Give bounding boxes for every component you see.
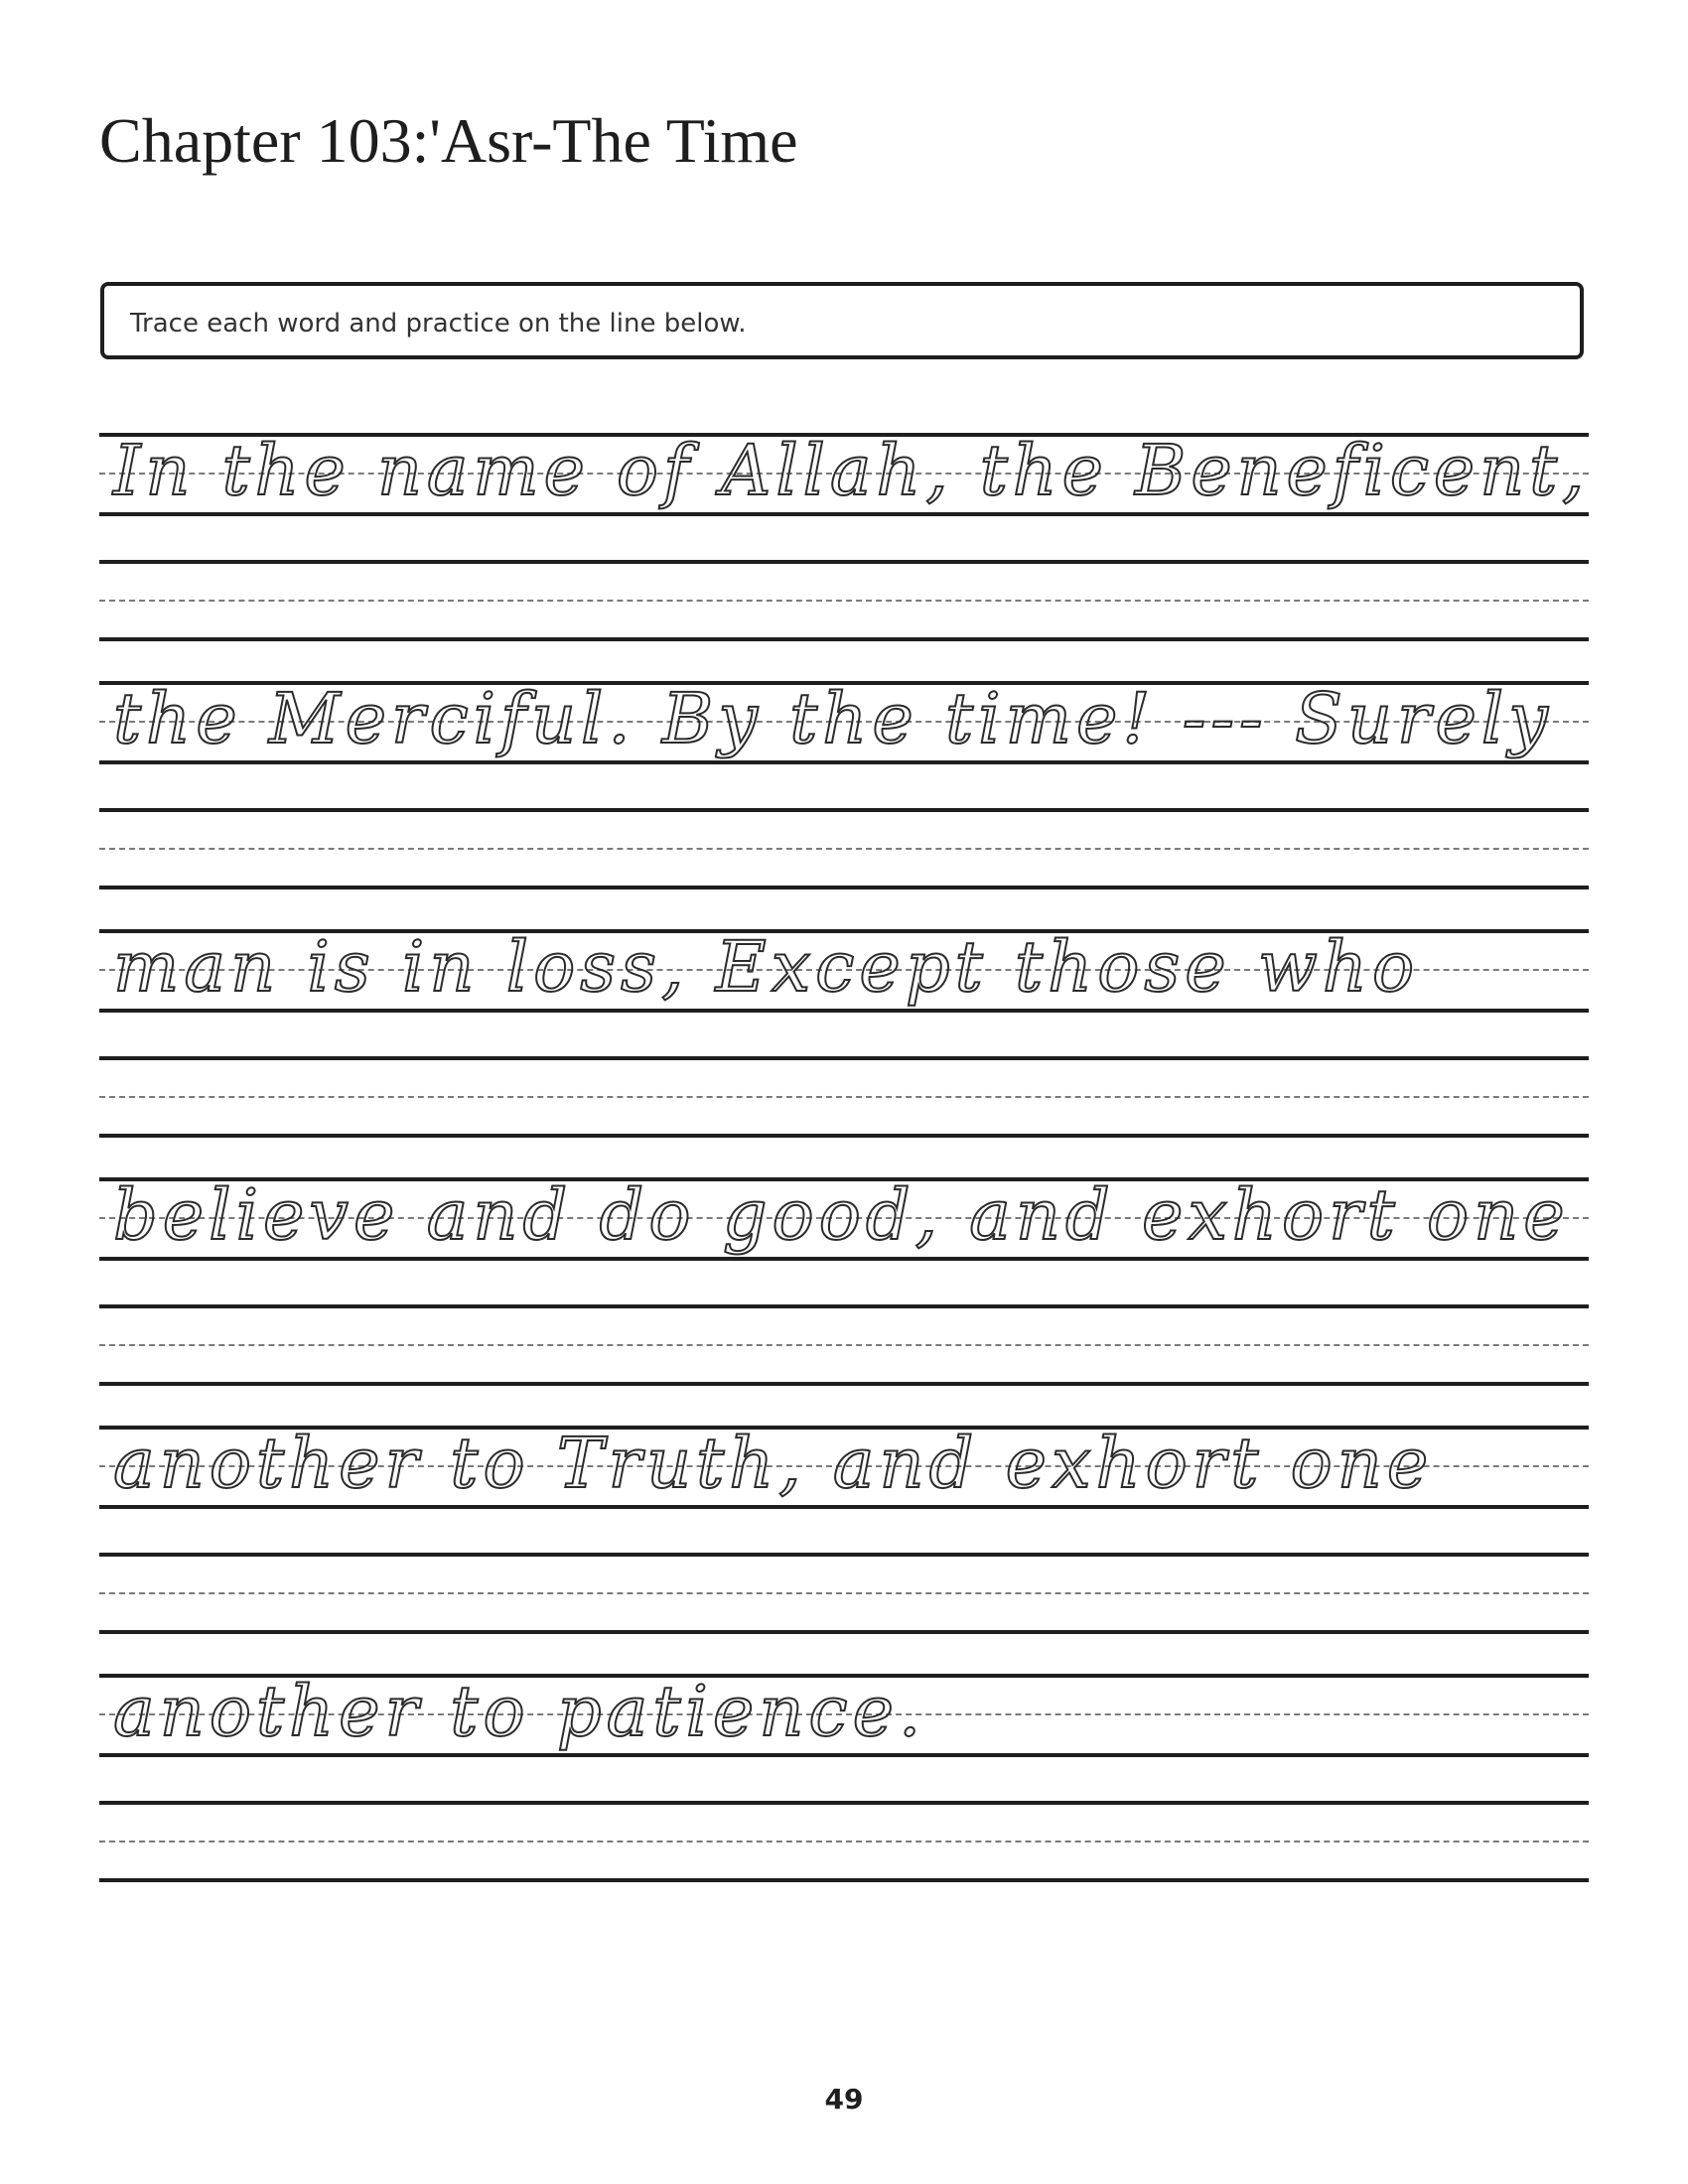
trace-text: another to patience. — [113, 1671, 926, 1752]
practice-midline-dashed — [99, 1096, 1589, 1098]
practice-top-line — [99, 560, 1589, 564]
page-title: Chapter 103:'Asr-The Time — [99, 105, 798, 176]
practice-midline-dashed — [99, 848, 1589, 850]
practice-top-line — [99, 1801, 1589, 1805]
practice-baseline — [99, 637, 1589, 641]
practice-midline-dashed — [99, 1344, 1589, 1346]
practice-top-line — [99, 808, 1589, 812]
practice-baseline — [99, 1134, 1589, 1138]
practice-row — [99, 430, 1590, 641]
instruction-text: Trace each word and practice on the line below. — [130, 309, 747, 339]
practice-top-line — [99, 1304, 1589, 1308]
practice-midline-dashed — [99, 1592, 1589, 1594]
instruction-box — [100, 282, 1584, 359]
practice-row — [99, 1423, 1589, 1634]
page-number: 49 — [824, 2083, 864, 2116]
trace-text: believe and do good, and exhort one — [113, 1174, 1570, 1256]
practice-top-line — [99, 1553, 1589, 1557]
practice-baseline — [99, 1630, 1589, 1634]
practice-top-line — [99, 1056, 1589, 1060]
practice-midline-dashed — [99, 1841, 1589, 1843]
practice-row — [99, 1671, 1589, 1882]
practice-row — [99, 678, 1589, 889]
trace-text: another to Truth, and exhort one — [113, 1423, 1434, 1504]
trace-text: In the name of Allah, the Beneficent, — [113, 430, 1590, 511]
practice-row — [99, 1174, 1589, 1386]
practice-baseline — [99, 886, 1589, 889]
practice-baseline — [99, 1878, 1589, 1882]
practice-row — [99, 926, 1589, 1138]
practice-midline-dashed — [99, 600, 1589, 602]
trace-text: the Merciful. By the time! --- Surely — [113, 678, 1553, 759]
practice-baseline — [99, 1382, 1589, 1386]
trace-text: man is in loss, Except those who — [113, 926, 1420, 1008]
